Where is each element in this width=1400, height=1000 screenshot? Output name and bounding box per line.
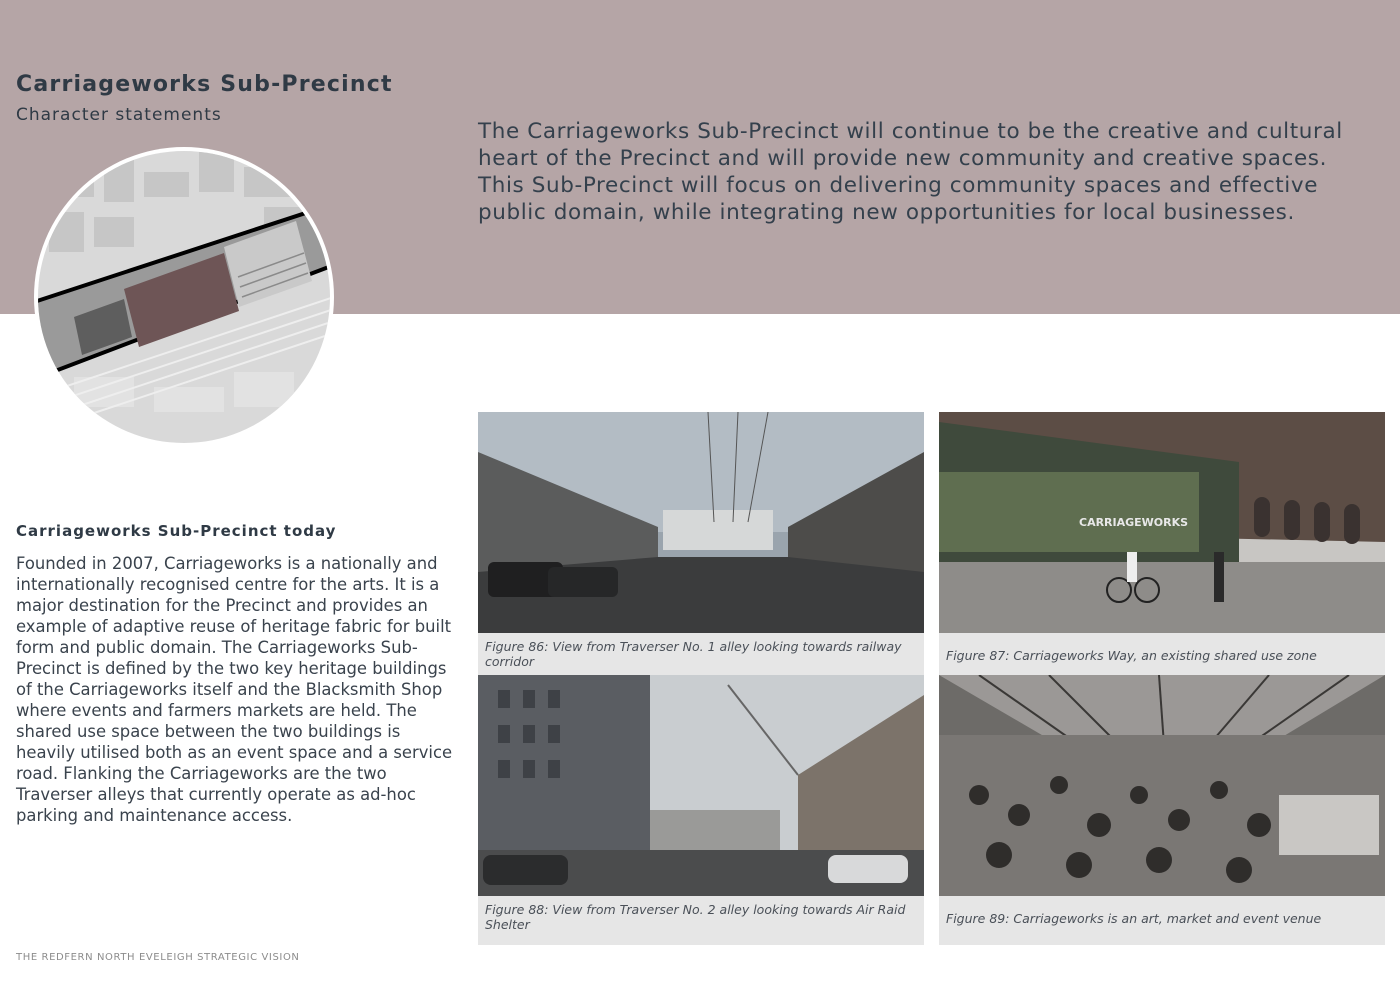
page-title: Carriageworks Sub-Precinct [16, 72, 393, 97]
figure-86-photo [478, 412, 924, 633]
figure-88 [478, 675, 924, 945]
footer-text: THE REDFERN NORTH EVELEIGH STRATEGIC VISION [16, 952, 300, 963]
figure-86 [478, 412, 924, 682]
page-subtitle: Character statements [16, 105, 222, 125]
figure-86-caption: Figure 86: View from Traverser No. 1 alley looking towards railway corridor [485, 639, 902, 669]
figure-89-photo [939, 675, 1385, 896]
section-heading: Carriageworks Sub-Precinct today [16, 522, 337, 540]
figure-89 [939, 675, 1385, 945]
figure-87 [939, 412, 1385, 682]
figure-89-caption: Figure 89: Carriageworks is an art, market and event venue [946, 911, 1322, 926]
intro-statement: The Carriageworks Sub-Precinct will continue to be the creative and cultural heart of the Precinct and will provide new community and creative spaces. This Sub-Precinct will focus on delivering community spaces and effective public domain, while integrating new opportunities for local businesses. [478, 119, 1343, 225]
figure-88-photo [478, 675, 924, 896]
figure-87-caption: Figure 87: Carriageworks Way, an existing shared use zone [946, 648, 1317, 663]
figure-87-photo [939, 412, 1385, 633]
section-body: Founded in 2007, Carriageworks is a nationally and internationally recognised centre for the arts. It is a major destination for the Precinct and provides an example of adaptive reuse of heritage fabric for built form and public domain. The Carriageworks Sub-Precinct is defined by the two key heritage buildings of the Carriageworks itself and the Blacksmith Shop where events and farmers markets are held. The shared use space between the two buildings is heavily utilised both as an event space and a service road. Flanking the Carriageworks are the two Traverser alleys that currently operate as ad-hoc parking and maintenance access. [16, 554, 453, 825]
figure-88-caption: Figure 88: View from Traverser No. 2 alley looking towards Air Raid Shelter [485, 902, 906, 932]
carriageworks-sign: CARRIAGEWORKS [1079, 516, 1189, 529]
location-map [34, 147, 334, 447]
